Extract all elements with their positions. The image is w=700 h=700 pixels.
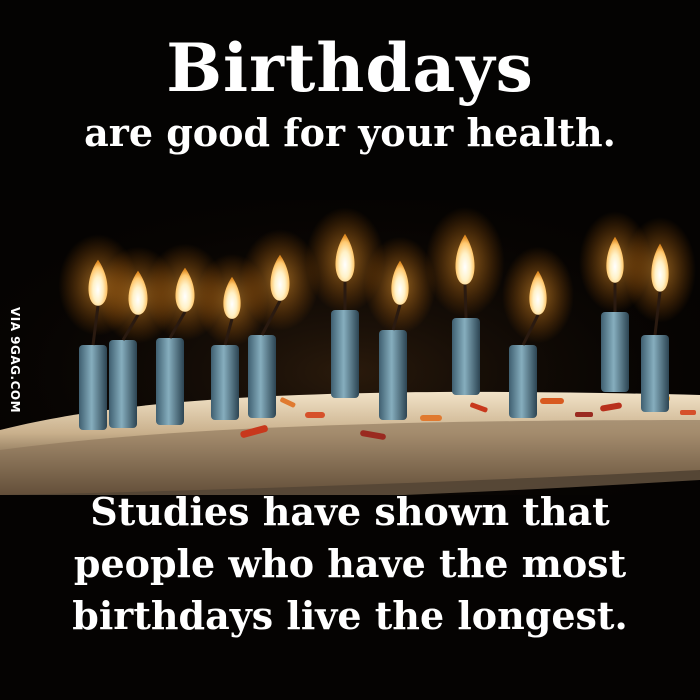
subheadline: are good for your health.	[84, 110, 616, 155]
candle-wick	[465, 285, 466, 319]
candle	[211, 345, 239, 420]
caption-line: Studies have shown that	[90, 489, 610, 534]
candle	[248, 335, 276, 418]
candle	[601, 312, 629, 392]
candle	[641, 335, 669, 412]
candle	[331, 310, 359, 398]
caption	[0, 486, 700, 642]
candle	[109, 340, 137, 428]
candle	[156, 338, 184, 425]
caption-line: people who have the most	[73, 541, 627, 586]
candle	[452, 318, 480, 395]
caption-line: birthdays live the longest.	[72, 593, 628, 638]
watermark-text: VIA 9GAG.COM	[8, 306, 22, 414]
candle	[379, 330, 407, 420]
candle	[509, 345, 537, 418]
watermark	[6, 290, 24, 430]
headline: Birthdays	[166, 29, 534, 107]
candle	[79, 345, 107, 430]
